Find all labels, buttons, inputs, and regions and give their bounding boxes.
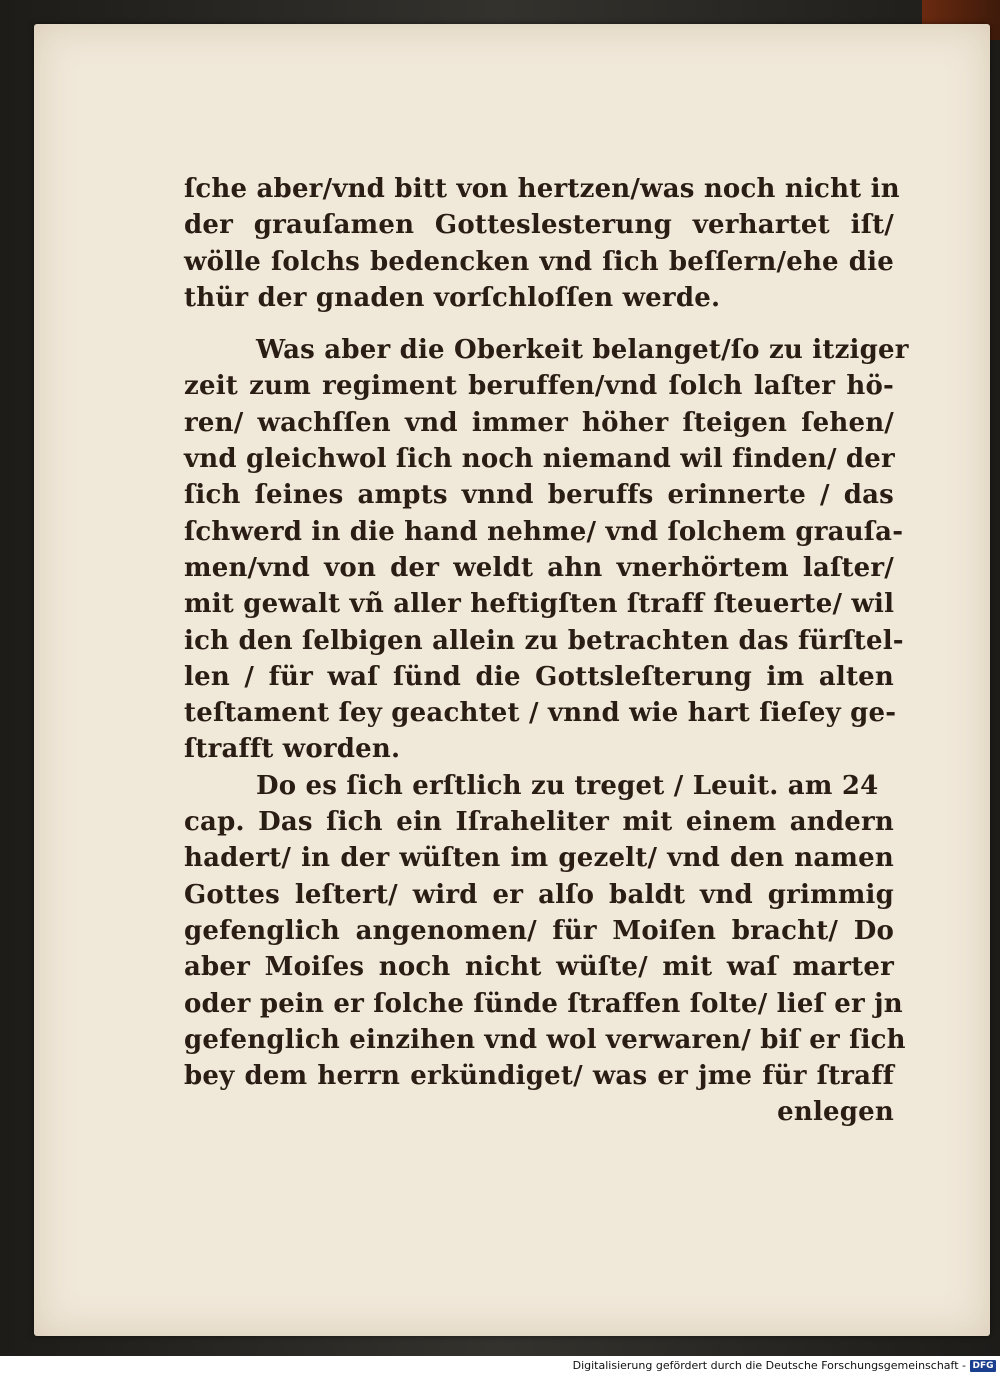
text-line: ren/ wachſſen vnd immer höher ſteigen ſehen/ — [184, 407, 894, 438]
text-line: cap. Das ſich ein Iſraheliter mit einem andern — [184, 807, 894, 838]
text-line: aber Moiſes noch nicht wüſte/ mit waſ marter — [184, 952, 894, 983]
book-page — [34, 24, 990, 1336]
text-line: bey dem herrn erkündiget/ was er jme für ſtraff — [184, 1061, 894, 1092]
dfg-logo: DFG — [970, 1360, 996, 1372]
text-line: enlegen — [777, 1097, 894, 1128]
text-line: der grauſamen Gotteslesterung verhartet iſt/ — [184, 210, 894, 241]
text-line: Gottes leſtert/ wird er alſo baldt vnd grimmig — [184, 879, 894, 910]
page-text-block — [184, 171, 909, 1131]
text-line: thür der gnaden vorſchloſſen werde. — [184, 282, 721, 313]
text-line: vnd gleichwol ſich noch niemand wil finden/ der — [184, 444, 895, 475]
text-line: ich den ſelbigen allein zu betrachten das fürſtel- — [184, 625, 904, 656]
text-line: ſtrafft worden. — [184, 734, 401, 765]
paragraph-gap — [184, 316, 894, 332]
text-line: ſchwerd in die hand nehme/ vnd ſolchem grauſa- — [184, 516, 904, 547]
text-line: oder pein er ſolche ſünde ſtraffen ſolte/ lieſ er jn — [184, 988, 903, 1019]
text-line: wölle ſolchs bedencken vnd ſich beſſern/ehe die — [184, 246, 894, 277]
text-line: Do es ſich erſtlich zu treget / Leuit. am 24 — [256, 770, 879, 801]
text-line: zeit zum regiment beruffen/vnd ſolch laſter hö- — [184, 371, 894, 402]
text-line: hadert/ in der wüſten im gezelt/ vnd den namen — [184, 843, 894, 874]
footer-bar — [0, 1356, 1000, 1376]
text-line: ſich ſeines ampts vnnd beruffs erinnerte / das — [184, 480, 894, 511]
footer-credit: Digitalisierung gefördert durch die Deutsche Forschungsgemeinschaft - — [572, 1359, 966, 1372]
text-line: men/vnd von der weldt ahn vnerhörtem laſter/ — [184, 552, 894, 583]
text-line: mit gewalt vñ aller heftigſten ſtraff ſteuerte/ wil — [184, 589, 895, 620]
text-line: gefenglich einzihen vnd wol verwaren/ biſ er ſich — [184, 1024, 906, 1055]
text-line: ſche aber/vnd bitt von hertzen/was noch nicht in — [184, 174, 900, 204]
text-line: teſtament ſey geachtet / vnnd wie hart ſieſey ge- — [184, 698, 897, 729]
text-line: Was aber die Oberkeit belanget/ſo zu itziger — [256, 335, 909, 366]
text-line: len / für waſ ſünd die Gottsleſterung im alten — [184, 661, 894, 692]
text-line: gefenglich angenomen/ für Moiſen bracht/ Do — [184, 915, 894, 946]
